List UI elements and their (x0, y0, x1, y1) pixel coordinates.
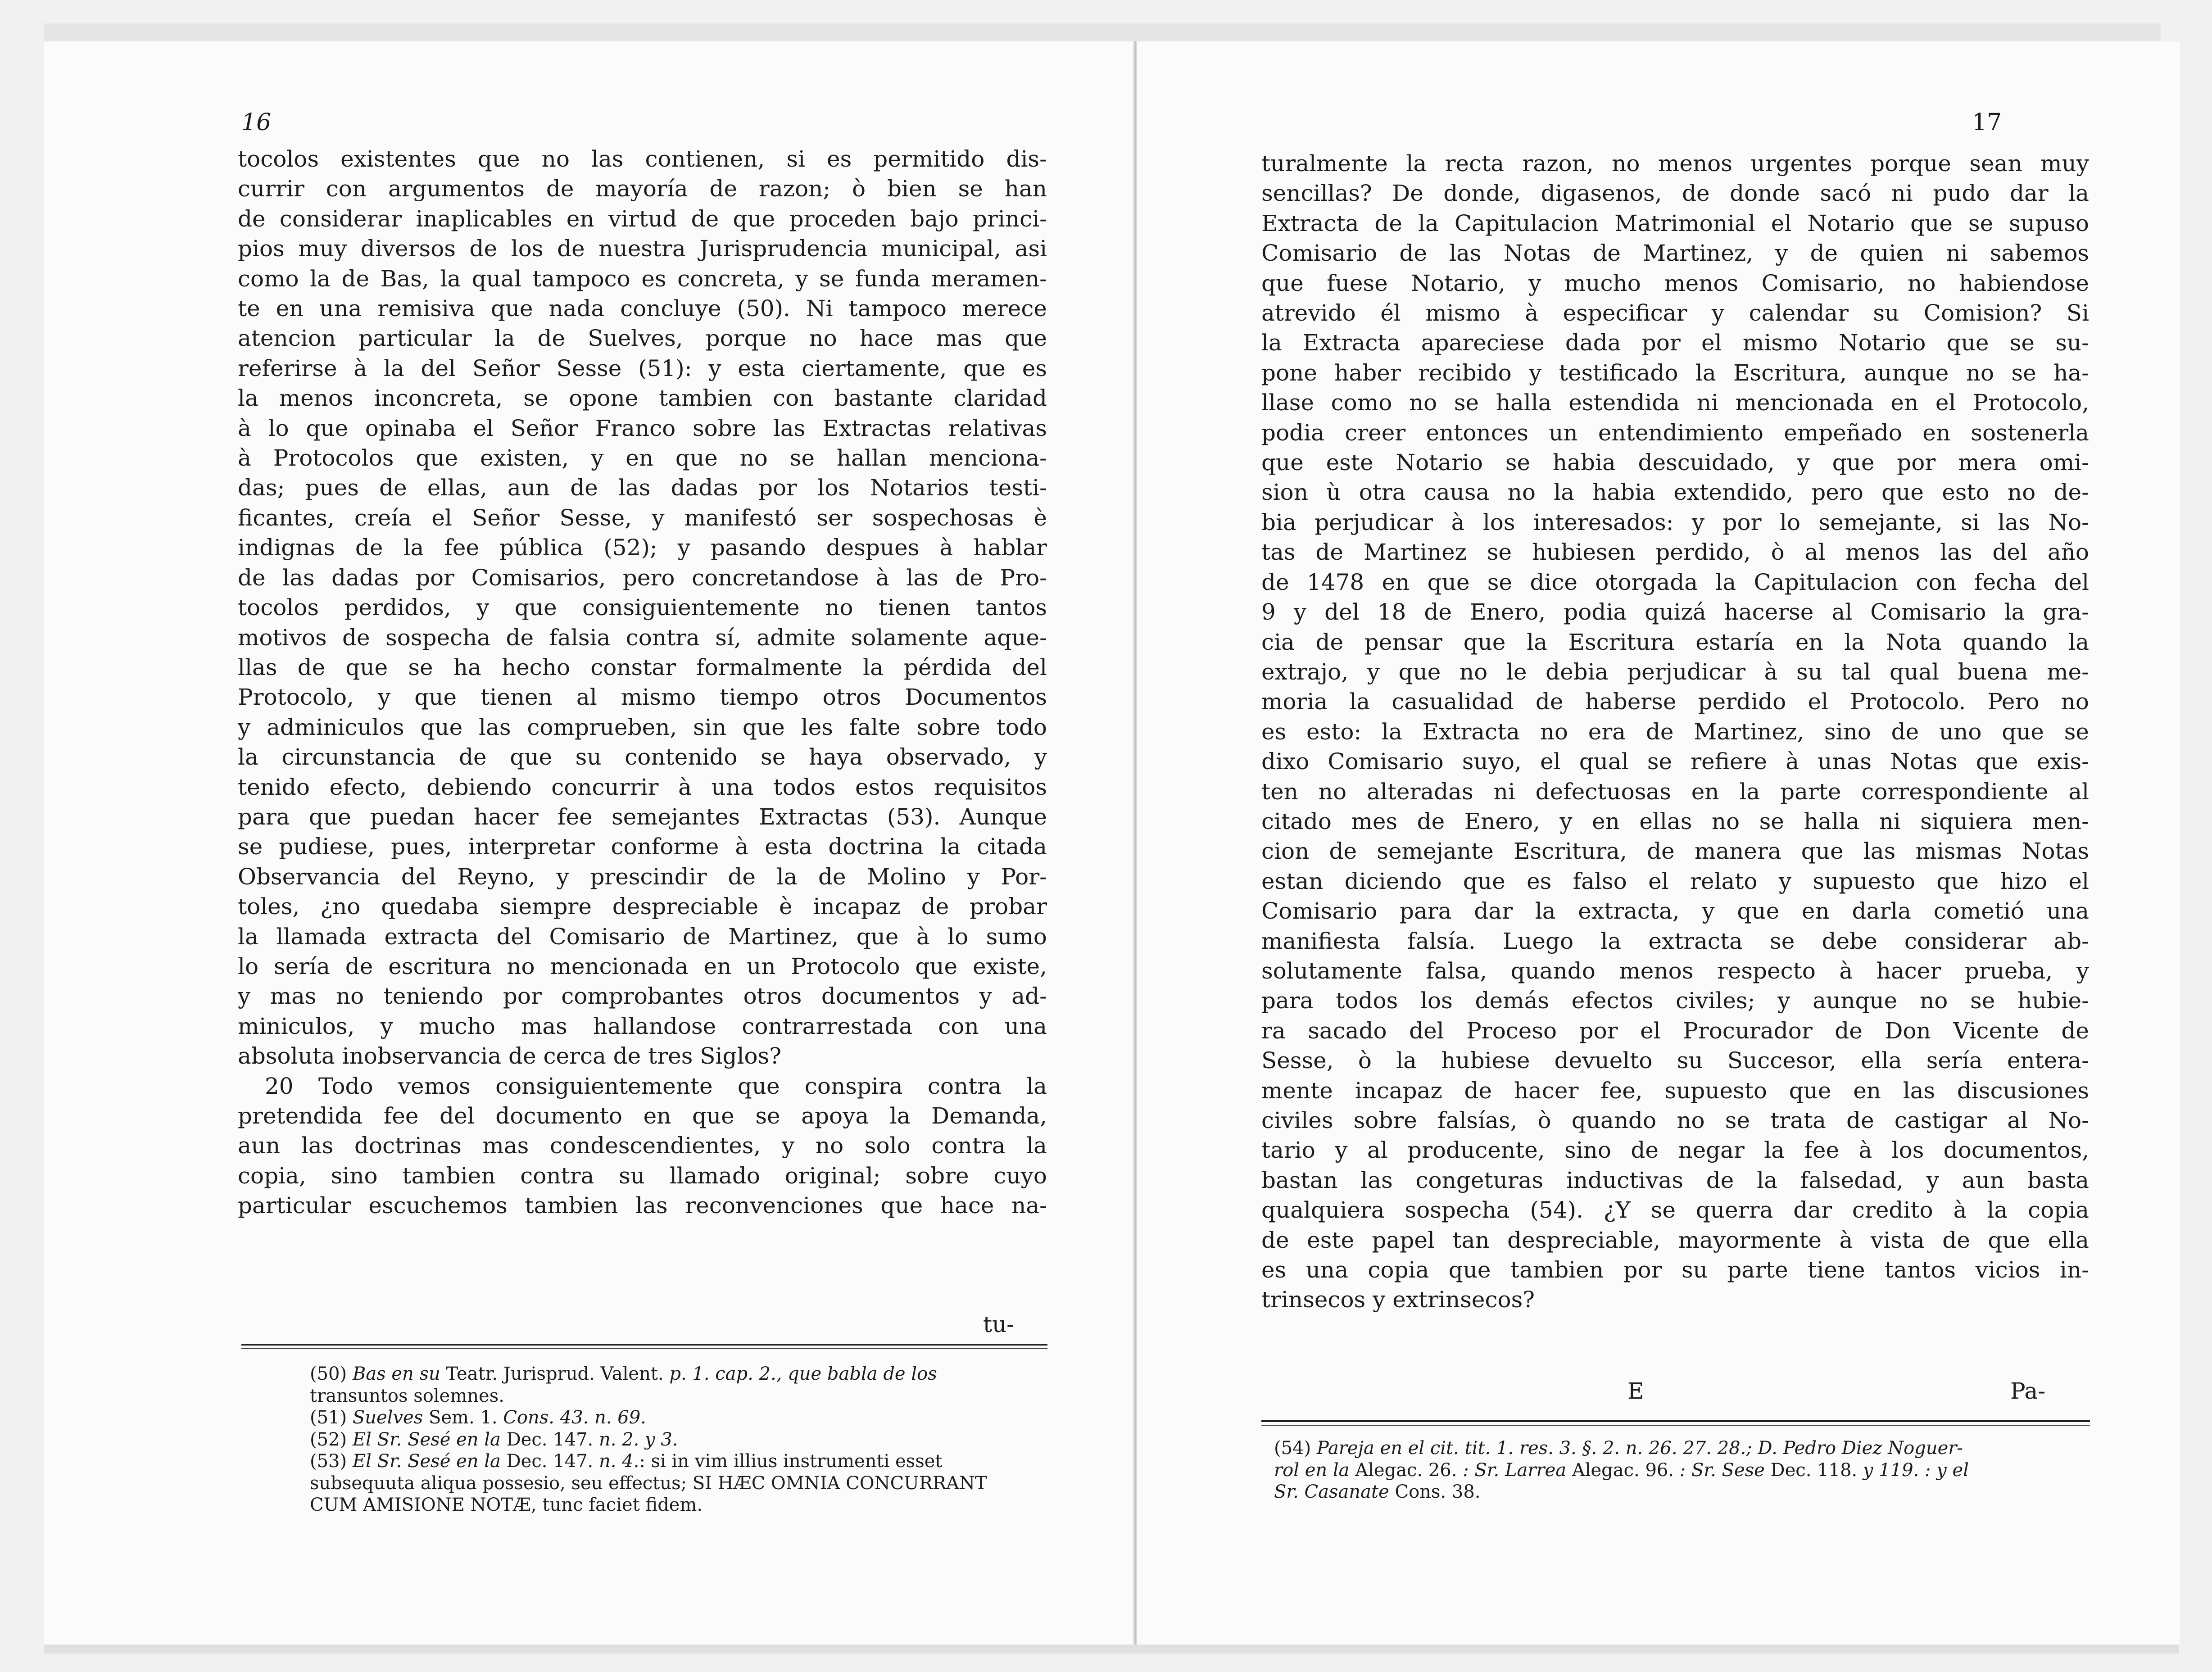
text-line: Comisario de las Notas de Martinez, y de quien ni sabemos (1261, 240, 2089, 267)
text-line: la Extracta apareciese dada por el mismo Notario que se su- (1261, 330, 2089, 356)
text-line: referirse à la del Señor Sesse (51): y esta ciertamente, que es (238, 355, 1047, 381)
bottom-edge-shadow (44, 1645, 2179, 1654)
text-line: la circunstancia de que su contenido se haya observado, y (238, 744, 1047, 770)
text-line: pretendida fee del documento en que se apoya la Demanda, (238, 1103, 1047, 1129)
text-line: te en una remisiva que nada concluye (50). Ni tampoco merece (238, 295, 1047, 322)
text-line: aun las doctrinas mas condescendientes, y no solo contra la (238, 1133, 1047, 1159)
left-footnotes (310, 1363, 1053, 1516)
text-line: bastan las congeturas inductivas de la falsedad, y aun basta (1261, 1167, 2089, 1193)
text-line: tario y al producente, sino de negar la fee à los documentos, (1261, 1137, 2089, 1164)
text-line: para todos los demás efectos civiles; y aunque no se hubie- (1261, 988, 2089, 1014)
right-footnotes (1274, 1437, 2089, 1503)
text-line: y adminiculos que las comprueben, sin que les falte sobre todo (238, 714, 1047, 740)
left-footnote-rule (241, 1344, 1047, 1346)
left-footnote-rule-thin (241, 1348, 1047, 1349)
text-line: bia perjudicar à los interesados: y por lo semejante, si las No- (1261, 509, 2089, 535)
footnote-54: (54) Pareja en el cit. tit. 1. res. 3. §. 2. n. 26. 27. 28.; D. Pedro Diez Noguer- (1274, 1438, 1963, 1459)
text-line: miniculos, y mucho mas hallandose contrarrestada con una (238, 1013, 1047, 1039)
text-line: que este Notario se habia descuidado, y que por mera omi- (1261, 449, 2089, 476)
footnote-54-cont-2: Sr. Casanate Cons. 38. (1274, 1482, 1481, 1502)
text-line: tas de Martinez se hubiesen perdido, ò al menos las del año (1261, 539, 2089, 566)
text-line: mente incapaz de hacer fee, supuesto que en las discusiones (1261, 1077, 2089, 1104)
text-line: absoluta inobservancia de cerca de tres Siglos? (238, 1043, 782, 1069)
text-line: atencion particular la de Suelves, porque no hace mas que (238, 325, 1047, 352)
right-page (1136, 41, 2180, 1645)
text-line: civiles sobre falsías, ò quando no se trata de castigar al No- (1261, 1107, 2089, 1133)
text-line: motivos de sospecha de falsia contra sí, admite solamente aque- (238, 624, 1047, 651)
footnote-54-cont-1: rol en la Alegac. 26. : Sr. Larrea Alegac. 96. : Sr. Sese Dec. 118. y 119. : y el (1274, 1459, 1969, 1481)
text-line: Extracta de la Capitulacion Matrimonial el Notario que se supuso (1261, 210, 2089, 236)
footnote-53: (53) El Sr. Sesé en la Dec. 147. n. 4.: si in vim illius instrumenti esset (310, 1451, 943, 1472)
text-line: 9 y del 18 de Enero, podia quizá hacerse al Comisario la gra- (1261, 599, 2089, 625)
text-line: la llamada extracta del Comisario de Martinez, que à lo sumo (238, 923, 1047, 950)
left-page-number: 16 (241, 109, 272, 136)
text-line: de las dadas por Comisarios, pero concretandose à las de Pro- (238, 564, 1047, 591)
text-line: qualquiera sospecha (54). ¿Y se querra dar credito à la copia (1261, 1197, 2089, 1223)
text-line: es una copia que tambien por su parte tiene tantos vicios in- (1261, 1257, 2089, 1283)
footnote-50-cont: transuntos solemnes. (310, 1385, 504, 1406)
text-line: Sesse, ò la hubiese devuelto su Succesor, ella sería entera- (1261, 1047, 2089, 1074)
text-line: lo sería de escritura no mencionada en un Protocolo que existe, (238, 953, 1047, 979)
text-line: trinsecos y extrinsecos? (1261, 1287, 1535, 1313)
text-line: de 1478 en que se dice otorgada la Capitulacion con fecha del (1261, 569, 2089, 595)
footnote-50: (50) Bas en su Teatr. Jurisprud. Valent. p. 1. cap. 2., que babla de los (310, 1364, 937, 1384)
text-line: pios muy diversos de los de nuestra Jurisprudencia municipal, asi (238, 236, 1047, 262)
text-line: y mas no teniendo por comprobantes otros documentos y ad- (238, 983, 1047, 1010)
text-line: tenido efecto, debiendo concurrir à una todos estos requisitos (238, 774, 1047, 800)
text-line: es esto: la Extracta no era de Martinez, sino de uno que se (1261, 718, 2089, 745)
text-line: llas de que se ha hecho constar formalmente la pérdida del (238, 654, 1047, 680)
footnote-52: (52) El Sr. Sesé en la Dec. 147. n. 2. y 3. (310, 1429, 678, 1450)
text-line: de este papel tan despreciable, mayormente à vista de que ella (1261, 1227, 2089, 1253)
text-line: das; pues de ellas, aun de las dadas por los Notarios testi- (238, 475, 1047, 501)
text-line: que fuese Notario, y mucho menos Comisario, no habiendose (1261, 270, 2089, 296)
right-footnote-rule (1261, 1420, 2090, 1422)
text-line: cion de semejante Escritura, de manera que las mismas Notas (1261, 838, 2089, 865)
text-line: dixo Comisario suyo, el qual se refiere à unas Notas que exis- (1261, 748, 2089, 775)
footnote-53-cont-1: subsequuta aliqua possesio, seu effectus; SI HÆC OMNIA CONCURRANT (310, 1473, 987, 1494)
text-line: Observancia del Reyno, y prescindir de la de Molino y Por- (238, 863, 1047, 890)
text-line: indignas de la fee pública (52); y pasando despues à hablar (238, 535, 1047, 561)
right-page-number: 17 (1972, 109, 2002, 136)
text-line: solutamente falsa, quando menos respecto à hacer prueba, y (1261, 957, 2089, 984)
footnote-51: (51) Suelves Sem. 1. Cons. 43. n. 69. (310, 1407, 646, 1428)
text-line: citado mes de Enero, y en ellas no se halla ni siquiera men- (1261, 808, 2089, 834)
text-line: sencillas? De donde, digasenos, de donde sacó ni pudo dar la (1261, 180, 2089, 207)
text-line: tocolos existentes que no las contienen, si es permitido dis- (238, 146, 1047, 172)
text-line: estan diciendo que es falso el relato y supuesto que hizo el (1261, 868, 2089, 894)
text-line: à Protocolos que existen, y en que no se hallan menciona- (238, 445, 1047, 471)
text-line: manifiesta falsía. Luego la extracta se debe considerar ab- (1261, 928, 2089, 954)
text-line: como la de Bas, la qual tampoco es concreta, y se funda meramen- (238, 265, 1047, 292)
text-line: se pudiese, pues, interpretar conforme à esta doctrina la citada (238, 834, 1047, 860)
text-line: sion ù otra causa no la habia extendido, pero que esto no de- (1261, 479, 2089, 506)
text-line: ten no alteradas ni defectuosas en la parte correspondiente al (1261, 778, 2089, 805)
text-line: à lo que opinaba el Señor Franco sobre las Extractas relativas (238, 415, 1047, 441)
text-line: Protocolo, y que tienen al mismo tiempo otros Documentos (238, 684, 1047, 711)
top-edge-shadow (44, 23, 2161, 41)
text-line: turalmente la recta razon, no menos urgentes porque sean muy (1261, 150, 2089, 177)
text-line: particular escuchemos tambien las reconvenciones que hace na- (238, 1192, 1047, 1219)
text-line: 20 Todo vemos consiguientemente que conspira contra la (265, 1073, 1047, 1099)
text-line: para que puedan hacer fee semejantes Extractas (53). Aunque (238, 803, 1047, 830)
text-line: copia, sino tambien contra su llamado original; sobre cuyo (238, 1162, 1047, 1189)
text-line: podia creer entonces un entendimiento empeñado en sostenerla (1261, 419, 2089, 446)
text-line: la menos inconcreta, se opone tambien con bastante claridad (238, 385, 1047, 412)
right-body-text (1261, 149, 2089, 1315)
text-line: Comisario para dar la extracta, y que en darla cometió una (1261, 898, 2089, 924)
text-line: ficantes, creía el Señor Sesse, y manifestó ser sospechosas è (238, 504, 1047, 531)
text-line: currir con argumentos de mayoría de razon; ò bien se han (238, 176, 1047, 202)
text-line: de considerar inaplicables en virtud de que proceden bajo princi- (238, 205, 1047, 232)
text-line: cia de pensar que la Escritura estaría en la Nota quando la (1261, 629, 2089, 655)
text-line: llase como no se halla estendida ni mencionada en el Protocolo, (1261, 390, 2089, 416)
left-catchword: tu- (983, 1311, 1015, 1337)
right-catchword: Pa- (2010, 1378, 2046, 1404)
right-footnote-rule-thin (1261, 1425, 2090, 1426)
text-line: atrevido él mismo à especificar y calendar su Comision? Si (1261, 300, 2089, 326)
text-line: extrajo, y que no le debia perjudicar à su tal qual buena me- (1261, 658, 2089, 685)
text-line: ra sacado del Proceso por el Procurador de Don Vicente de (1261, 1017, 2089, 1044)
left-body-text (238, 144, 1047, 1221)
text-line: toles, ¿no quedaba siempre despreciable è incapaz de probar (238, 893, 1047, 920)
footnote-53-cont-2: CUM AMISIONE NOTÆ, tunc faciet fidem. (310, 1495, 703, 1515)
text-line: moria la casualidad de haberse perdido el Protocolo. Pero no (1261, 689, 2089, 715)
text-line: pone haber recibido y testificado la Escritura, aunque no se ha- (1261, 359, 2089, 386)
left-page (44, 41, 1137, 1645)
text-line: tocolos perdidos, y que consiguientemente no tienen tantos (238, 594, 1047, 621)
right-signature-mark: E (1627, 1378, 1644, 1404)
